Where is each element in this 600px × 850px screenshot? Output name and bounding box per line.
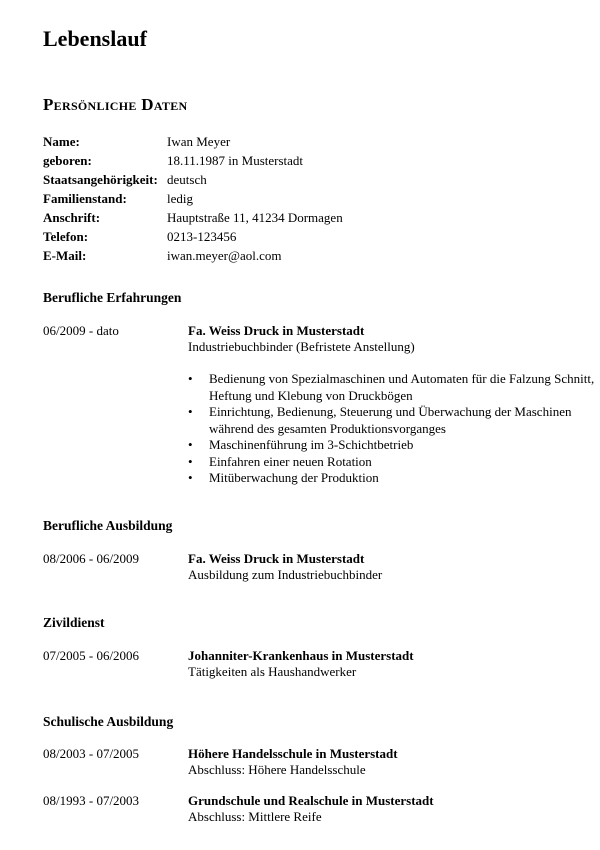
personal-label: Name:	[43, 134, 80, 149]
personal-value: ledig	[167, 191, 193, 206]
list-item: • Einrichtung, Bedienung, Steuerung und Überwachung der Maschinen während des gesamten Produktionsvorganges	[188, 404, 599, 437]
list-item: • Bedienung von Spezialmaschinen und Automaten für die Falzung Schnitt, Heftung und Klebung von Druckbögen	[188, 371, 599, 404]
personal-label: Staatsangehörigkeit:	[43, 172, 158, 187]
entry-date: 08/2003 - 07/2005	[43, 746, 140, 761]
personal-label: Anschrift:	[43, 210, 101, 225]
personal-label: geboren:	[43, 153, 92, 168]
school-heading: Schulische Ausbildung	[43, 714, 174, 729]
entry-detail: Abschluss: Höhere Handelsschule	[188, 762, 366, 777]
entry-organization: Höhere Handelsschule in Musterstadt	[188, 746, 398, 761]
entry-detail: Tätigkeiten als Haushandwerker	[188, 664, 357, 679]
list-item: • Mitüberwachung der Produktion	[188, 470, 599, 487]
task-list	[188, 371, 599, 487]
list-item: • Maschinenführung im 3-Schichtbetrieb	[188, 437, 599, 454]
entry-organization: Fa. Weiss Druck in Musterstadt	[188, 323, 365, 338]
list-item: • Einfahren einer neuen Rotation	[188, 454, 599, 471]
personal-data-heading: Persönliche Daten	[43, 95, 188, 114]
entry-detail: Abschluss: Mittlere Reife	[188, 809, 322, 824]
personal-value: Iwan Meyer	[167, 134, 231, 149]
experience-heading: Berufliche Erfahrungen	[43, 290, 182, 305]
personal-value: 18.11.1987 in Musterstadt	[167, 153, 304, 168]
email-link[interactable]: iwan.meyer@aol.com	[167, 248, 282, 263]
entry-date: 08/1993 - 07/2003	[43, 793, 140, 808]
entry-role: Industriebuchbinder (Befristete Anstellung)	[188, 339, 415, 354]
entry-date: 07/2005 - 06/2006	[43, 648, 140, 663]
personal-label: Familienstand:	[43, 191, 127, 206]
entry-organization: Johanniter-Krankenhaus in Musterstadt	[188, 648, 414, 663]
personal-value: Hauptstraße 11, 41234 Dormagen	[167, 210, 343, 225]
entry-date: 06/2009 - dato	[43, 323, 119, 338]
entry-date: 08/2006 - 06/2009	[43, 551, 140, 566]
document-title: Lebenslauf	[43, 26, 147, 51]
personal-label: Telefon:	[43, 229, 89, 244]
personal-value: deutsch	[167, 172, 207, 187]
entry-organization: Grundschule und Realschule in Musterstadt	[188, 793, 434, 808]
civil-service-heading: Zivildienst	[43, 615, 105, 630]
personal-label: E-Mail:	[43, 248, 87, 263]
training-heading: Berufliche Ausbildung	[43, 518, 173, 533]
entry-detail: Ausbildung zum Industriebuchbinder	[188, 567, 383, 582]
entry-organization: Fa. Weiss Druck in Musterstadt	[188, 551, 365, 566]
personal-value: 0213-123456	[167, 229, 237, 244]
